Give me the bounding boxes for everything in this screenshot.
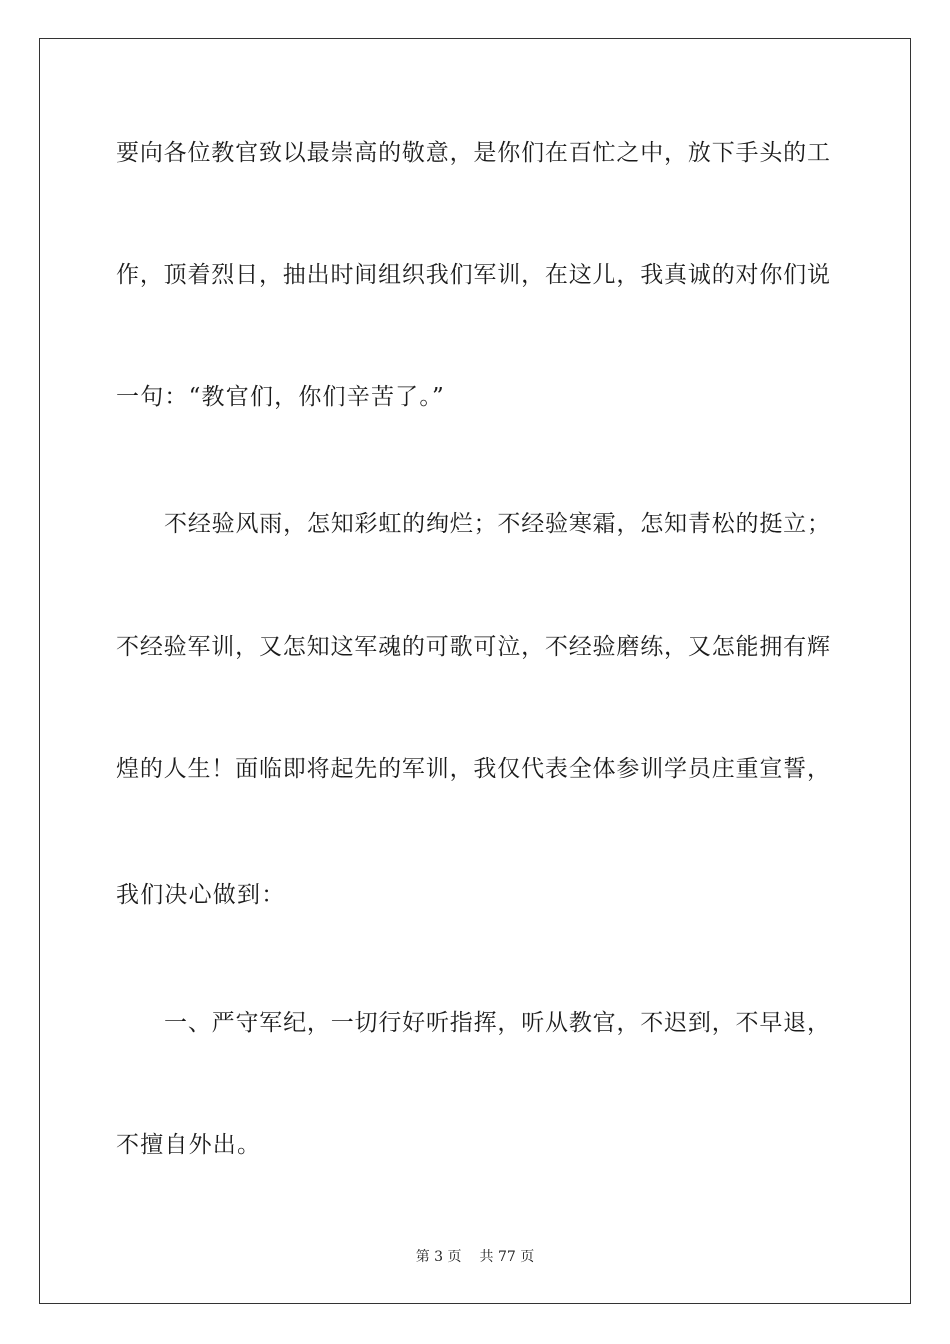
text-line-9: 不擅自外出。 [116,1132,262,1158]
text-line-2: 作，顶着烈日，抽出时间组织我们军训，在这儿，我真诚的对你们说 [116,262,830,288]
text-line-3: 一句：“教官们，你们辛苦了。” [116,384,446,410]
text-line-6: 煌的人生！面临即将起先的军训，我仅代表全体参训学员庄重宣誓， [116,756,830,782]
text-line-7: 我们决心做到： [116,882,286,908]
text-line-8: 一、严守军纪，一切行好听指挥，听从教官，不迟到，不早退， [164,1010,830,1036]
page-footer [0,1248,950,1266]
page-frame [39,38,911,1304]
page-number: 第 3 页 [415,1249,462,1265]
text-line-4: 不经验风雨，怎知彩虹的绚烂；不经验寒霜，怎知青松的挺立； [164,511,830,537]
page-total: 共 77 页 [479,1249,535,1265]
text-line-1: 要向各位教官致以最崇高的敬意，是你们在百忙之中，放下手头的工 [116,140,830,166]
text-line-5: 不经验军训，又怎知这军魂的可歌可泣，不经验磨练，又怎能拥有辉 [116,634,830,660]
